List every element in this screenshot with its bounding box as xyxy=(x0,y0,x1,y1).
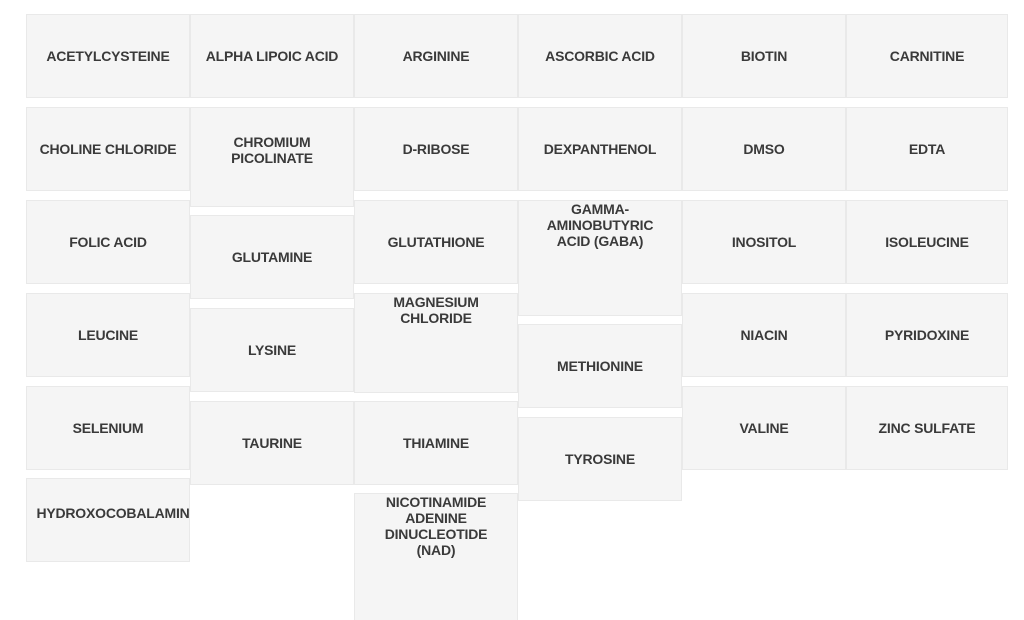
ingredient-tile-ascorbic-acid[interactable] xyxy=(518,14,682,98)
ingredient-label: CHOLINE CHLORIDE xyxy=(39,141,177,157)
ingredient-tile-edta[interactable] xyxy=(846,107,1008,191)
ingredient-tile-valine[interactable] xyxy=(682,386,846,470)
ingredient-label: METHIONINE xyxy=(557,358,643,374)
ingredient-tile-glutamine[interactable] xyxy=(190,215,354,299)
ingredient-tile-biotin[interactable] xyxy=(682,14,846,98)
ingredient-tile-dmso[interactable] xyxy=(682,107,846,191)
ingredient-label: GLUTAMINE xyxy=(231,249,313,265)
ingredient-label: SELENIUM xyxy=(72,420,144,436)
ingredient-tile-gaba[interactable] xyxy=(518,200,682,316)
ingredient-tile-folic-acid[interactable] xyxy=(26,200,190,284)
ingredient-label: CARNITINE xyxy=(889,48,965,64)
ingredient-label: CHROMIUM PICOLINATE xyxy=(231,134,313,166)
ingredient-tile-pyridoxine[interactable] xyxy=(846,293,1008,377)
ingredient-tile-hydroxocobalamin[interactable] xyxy=(26,478,190,562)
ingredient-tile-nad[interactable] xyxy=(354,493,518,620)
ingredient-tile-d-ribose[interactable] xyxy=(354,107,518,191)
ingredient-tile-methionine[interactable] xyxy=(518,324,682,408)
ingredient-label: EDTA xyxy=(908,141,946,157)
ingredient-label: DMSO xyxy=(743,141,785,157)
ingredient-label: GAMMA-AMINOBUTYRIC ACID (GABA) xyxy=(546,201,654,249)
ingredient-label: TAURINE xyxy=(242,435,302,451)
ingredient-tile-tyrosine[interactable] xyxy=(518,417,682,501)
ingredient-label: NICOTINAMIDE ADENINE DINUCLEOTIDE (NAD) xyxy=(384,494,488,558)
ingredient-label: D-RIBOSE xyxy=(402,141,470,157)
ingredient-tile-taurine[interactable] xyxy=(190,401,354,485)
ingredient-tile-glutathione[interactable] xyxy=(354,200,518,284)
ingredient-label: DEXPANTHENOL xyxy=(543,141,657,157)
ingredient-tile-magnesium-chloride[interactable] xyxy=(354,293,518,393)
ingredient-label: HYDROXOCOBALAMIN xyxy=(36,505,190,521)
ingredient-label: LEUCINE xyxy=(77,327,139,343)
ingredient-tile-niacin[interactable] xyxy=(682,293,846,377)
ingredient-label: TYROSINE xyxy=(565,451,635,467)
ingredient-label: GLUTATHIONE xyxy=(387,234,485,250)
ingredient-label: MAGNESIUM CHLORIDE xyxy=(393,294,479,326)
ingredient-tile-lysine[interactable] xyxy=(190,308,354,392)
ingredient-label: NIACIN xyxy=(740,327,788,343)
ingredient-tile-choline-chloride[interactable] xyxy=(26,107,190,191)
ingredient-tile-leucine[interactable] xyxy=(26,293,190,377)
ingredient-tile-acetylcysteine[interactable] xyxy=(26,14,190,98)
ingredient-label: THIAMINE xyxy=(402,435,470,451)
ingredient-label: VALINE xyxy=(739,420,789,436)
ingredient-tile-arginine[interactable] xyxy=(354,14,518,98)
ingredient-tile-chromium-picolinate[interactable] xyxy=(190,107,354,207)
ingredient-label: PYRIDOXINE xyxy=(884,327,970,343)
ingredient-tile-carnitine[interactable] xyxy=(846,14,1008,98)
ingredient-tile-selenium[interactable] xyxy=(26,386,190,470)
ingredient-label: FOLIC ACID xyxy=(69,234,147,250)
ingredient-label: ARGININE xyxy=(402,48,470,64)
ingredient-label: ACETYLCYSTEINE xyxy=(46,48,170,64)
ingredient-tile-isoleucine[interactable] xyxy=(846,200,1008,284)
ingredient-tile-zinc-sulfate[interactable] xyxy=(846,386,1008,470)
ingredient-label: BIOTIN xyxy=(740,48,788,64)
ingredient-label: ZINC SULFATE xyxy=(878,420,976,436)
ingredient-tile-inositol[interactable] xyxy=(682,200,846,284)
ingredient-label: INOSITOL xyxy=(731,234,797,250)
ingredient-label: ISOLEUCINE xyxy=(885,234,969,250)
ingredient-label: ALPHA LIPOIC ACID xyxy=(205,48,339,64)
ingredient-label: ASCORBIC ACID xyxy=(545,48,655,64)
ingredient-tile-thiamine[interactable] xyxy=(354,401,518,485)
ingredient-tile-dexpanthenol[interactable] xyxy=(518,107,682,191)
ingredient-label: LYSINE xyxy=(247,342,297,358)
ingredient-tile-alpha-lipoic-acid[interactable] xyxy=(190,14,354,98)
